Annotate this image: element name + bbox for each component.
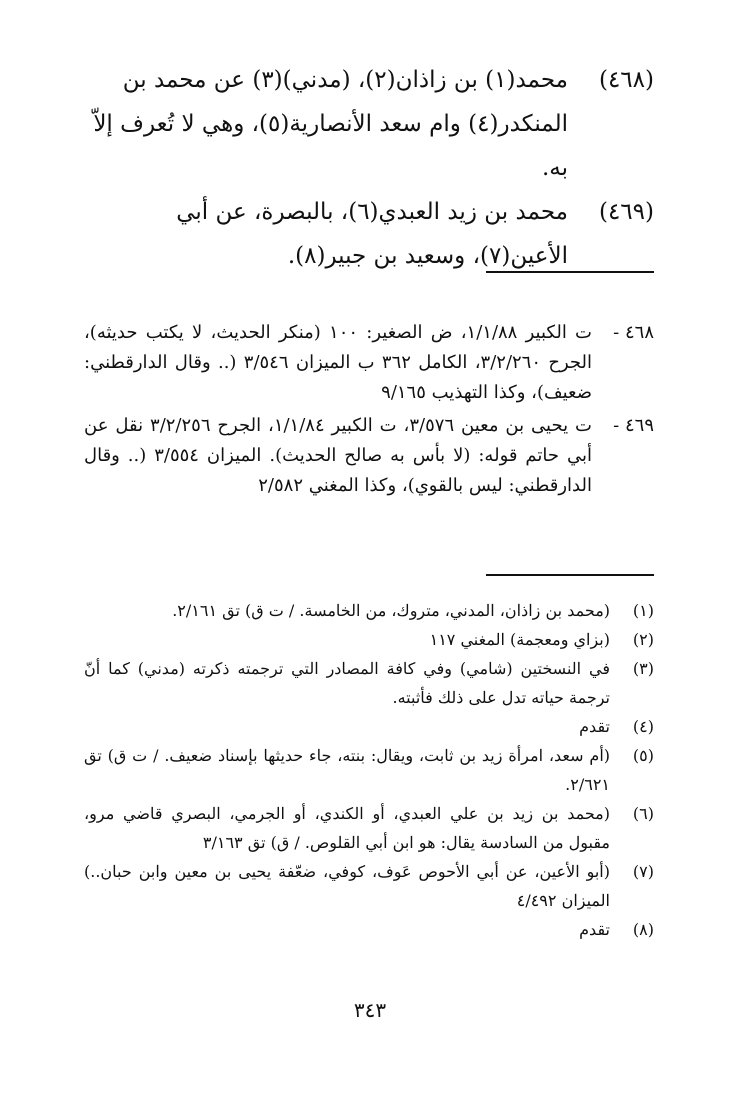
footnote-number: (٦) xyxy=(632,804,654,823)
entry-number: (٤٦٨) xyxy=(598,67,654,93)
note-number: ٤٦٩ - xyxy=(613,415,654,436)
entry-text: محمد بن زيد العبدي(٦)، بالبصرة، عن أبي الأعين(٧)، وسعيد بن جبير(٨). xyxy=(176,199,568,269)
footnote-number: (١) xyxy=(632,601,654,620)
section-divider xyxy=(486,271,654,273)
footnote-1 xyxy=(84,596,654,625)
footnote-text: تقدم xyxy=(579,920,610,939)
footnote-number: (٥) xyxy=(632,746,654,765)
note-text: ت الكبير ١/١/٨٨، ض الصغير: ١٠٠ (منكر الحديث، لا يكتب حديثه)، الجرح ٣/٢/٢٦٠، الكامل ٣٦٢ ب الميزان ٣/٥٤٦ (.. وقال الدارقطني: ضعيف)، وكذا التهذيب ٩/١٦٥ xyxy=(84,322,592,403)
footnote-number: (٨) xyxy=(632,920,654,939)
entry-468 xyxy=(84,58,654,190)
footnotes xyxy=(84,596,654,944)
footnote-8 xyxy=(84,915,654,944)
footnote-6 xyxy=(84,799,654,857)
note-number: ٤٦٨ - xyxy=(613,322,654,343)
footnote-5 xyxy=(84,741,654,799)
main-entries xyxy=(84,58,654,278)
footnote-number: (٢) xyxy=(632,630,654,649)
footnote-3 xyxy=(84,654,654,712)
footnote-text: (أم سعد، امرأة زيد بن ثابت، ويقال: بنته، جاء حديثها بإسناد ضعيف. / ت ق) تق ٢/٦٢١. xyxy=(84,746,610,794)
footnote-text: (محمد بن زاذان، المدني، متروك، من الخامسة. / ت ق) تق ٢/١٦١. xyxy=(172,601,610,620)
footnote-text: (أبو الأعين، عن أبي الأحوص عَوف، كوفي، ضعّفة يحيى بن معين وابن حبان..) الميزان ٤/٤٩٢ xyxy=(84,862,610,910)
source-notes xyxy=(84,318,654,504)
entry-469 xyxy=(84,190,654,278)
entry-number: (٤٦٩) xyxy=(598,199,654,225)
footnote-text: في النسختين (شامي) وفي كافة المصادر التي ترجمته ذكرته (مدني) كما أنّ ترجمة حياته تدل على ذلك فأثبته. xyxy=(84,659,610,707)
footnote-2 xyxy=(84,625,654,654)
note-469 xyxy=(84,411,654,501)
footnote-number: (٧) xyxy=(632,862,654,881)
footnote-text: (بزاي ومعجمة) المغني ١١٧ xyxy=(429,630,610,649)
footnote-text: تقدم xyxy=(579,717,610,736)
footnote-number: (٤) xyxy=(632,717,654,736)
page-number: ٣٤٣ xyxy=(353,998,387,1022)
footnote-7 xyxy=(84,857,654,915)
note-text: ت يحيى بن معين ٣/٥٧٦، ت الكبير ١/١/٨٤، الجرح ٣/٢/٢٥٦ نقل عن أبي حاتم قوله: (لا بأس به صالح الحديث). الميزان ٣/٥٥٤ (.. وقال الدارقطني: ليس بالقوي)، وكذا المغني ٢/٥٨٢ xyxy=(84,415,592,496)
note-468 xyxy=(84,318,654,408)
footnote-divider xyxy=(486,574,654,576)
entry-text: محمد(١) بن زاذان(٢)، (مدني)(٣) عن محمد بن المنكدر(٤) وام سعد الأنصارية(٥)، وهي لا تُعرف إلاّ به. xyxy=(93,67,568,181)
footnote-4 xyxy=(84,712,654,741)
footnote-number: (٣) xyxy=(632,659,654,678)
footnote-text: (محمد بن زيد بن علي العبدي، أو الكندي، أو الجرمي، البصري قاضي مرو، مقبول من السادسة يقال: هو ابن أبي القلوص. / ق) تق ٣/١٦٣ xyxy=(84,804,610,852)
